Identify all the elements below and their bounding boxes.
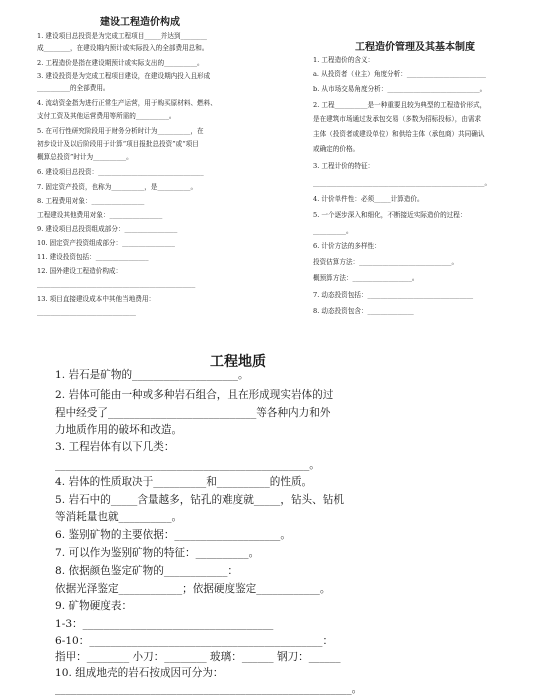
left-line: 5. 在可行性研究阶段用于财务分析时计为__________，在 — [37, 127, 204, 135]
left-line: 8. 工程费用对象：________________ — [37, 197, 145, 205]
left-line: ________________________________________________ — [37, 280, 196, 288]
right-line: 6. 计价方法的多样性： — [313, 242, 381, 250]
right-line: 7. 动态投资包括：________________________________ — [313, 291, 474, 299]
bottom-line: 3. 工程岩体有以下几类： — [55, 441, 175, 453]
right-line: ____________________________________________________。 — [313, 179, 492, 187]
bottom-line: 等消耗量也就__________。 — [55, 511, 183, 523]
bottom-line: 9. 矿物硬度表： — [55, 600, 133, 612]
bottom-section — [55, 0, 515, 697]
left-line: 4. 流动资金指为进行正常生产运营，用于购买原材料、燃料、 — [37, 99, 217, 107]
bottom-line: ________________________________________________________。 — [55, 683, 363, 695]
left-line: 支付工资及其他运营费用等所需的__________。 — [37, 112, 176, 120]
left-line: 11. 建设投资包括：________________ — [37, 253, 149, 261]
bottom-line: 程中经受了____________________________等各种内力和外 — [55, 407, 331, 419]
bottom-line: 8. 依据颜色鉴定矿物的____________： — [55, 565, 238, 577]
right-line: a. 从投资者（业主）角度分析：________________________ — [313, 70, 486, 78]
right-line: 或确定的价格。 — [313, 145, 360, 153]
bottom-line: 4. 岩体的性质取决于__________和__________的性质。 — [55, 476, 313, 488]
left-line: 13. 项目直接建设成本中其他当地费用： — [37, 295, 156, 303]
bottom-line: ________________________________________________。 — [55, 459, 320, 471]
left-line: 2. 工程造价是指在建设期预计或实际支出的__________。 — [37, 59, 204, 67]
bottom-line: 6-10：____________________________________________： — [55, 635, 334, 647]
right-line: 5. 一个逐步深入和细化，不断接近实际造价的过程： — [313, 211, 467, 219]
left-line: 工程建设其他费用对象：________________ — [37, 211, 163, 219]
left-line: 成________，在建设期内预计或实际投入的全部费用总和。 — [37, 44, 209, 52]
right-line: __________。 — [313, 227, 353, 235]
bottom-title: 工程地质 — [210, 354, 266, 370]
left-line: 10. 固定资产投资组成部分：________________ — [37, 239, 175, 247]
bottom-line: 2. 岩体可能由一种或多种岩石组合，且在形成现实岩体的过 — [55, 389, 334, 401]
left-line: 3. 建设投资是为完成工程项目建设，在建设期内投入且形成 — [37, 72, 211, 80]
bottom-line: 6. 鉴别矿物的主要依据：____________________。 — [55, 529, 291, 541]
left-line: 9. 建设项目总投资组成部分：________________ — [37, 225, 178, 233]
bottom-line: 5. 岩石中的_____含量越多，钻孔的难度就_____，钻头、钻机 — [55, 494, 344, 506]
bottom-line: 1. 岩石是矿物的____________________。 — [55, 369, 249, 381]
right-line: 4. 计价单件性：必须_____计算造价。 — [313, 195, 424, 203]
left-line: ______________________________ — [37, 308, 136, 316]
right-line: 2. 工程__________是一种重要且较为典型的工程造价形式， — [313, 101, 487, 109]
left-line: __________的全部费用。 — [37, 84, 110, 92]
bottom-line: 1-3：____________________________________ — [55, 618, 274, 630]
left-line: 6. 建设项目总投资：________________________________ — [37, 168, 204, 176]
right-line: 8. 动态投资包含：______________ — [313, 307, 414, 315]
right-line: 投资估算方法：____________________________。 — [313, 258, 459, 266]
right-title: 工程造价管理及其基本制度 — [355, 42, 475, 53]
right-line: 主体（投资者或建设单位）和供给主体（承包商）共同确认 — [313, 130, 485, 138]
right-line: 是在建筑市场通过发承包交易（多数为招标投标），由需求 — [313, 115, 482, 123]
right-line: 概预算方法：__________________。 — [313, 274, 419, 282]
right-line: b. 从市场交易角度分析：____________________________。 — [313, 85, 487, 93]
bottom-line: 依据光泽鉴定____________；依据硬度鉴定____________。 — [55, 583, 331, 595]
left-line: 概算总投资”时计为__________。 — [37, 153, 133, 161]
right-line: 1. 工程造价的含义： — [313, 56, 375, 64]
bottom-line: 10. 组成地壳的岩石按成因可分为： — [55, 667, 224, 679]
left-line: 初步设计及以后阶段用于计算“项目报批总投资”或“项目 — [37, 140, 199, 148]
left-title: 建设工程造价构成 — [100, 17, 180, 28]
bottom-line: 力地质作用的破坏和改造。 — [55, 424, 183, 436]
left-line: 1. 建设项目总投资是为完成工程项目_____并达到________ — [37, 32, 207, 40]
left-line: 7. 固定资产投资，也称为__________，是__________。 — [37, 183, 198, 191]
right-line: 3. 工程计价的特征： — [313, 162, 375, 170]
bottom-line: 7. 可以作为鉴别矿物的特征：__________。 — [55, 547, 260, 559]
bottom-line: 指甲：________ 小刀：________ 玻璃：______ 钢刀：______ — [55, 651, 341, 663]
left-line: 12. 国外建设工程造价构成： — [37, 267, 123, 275]
